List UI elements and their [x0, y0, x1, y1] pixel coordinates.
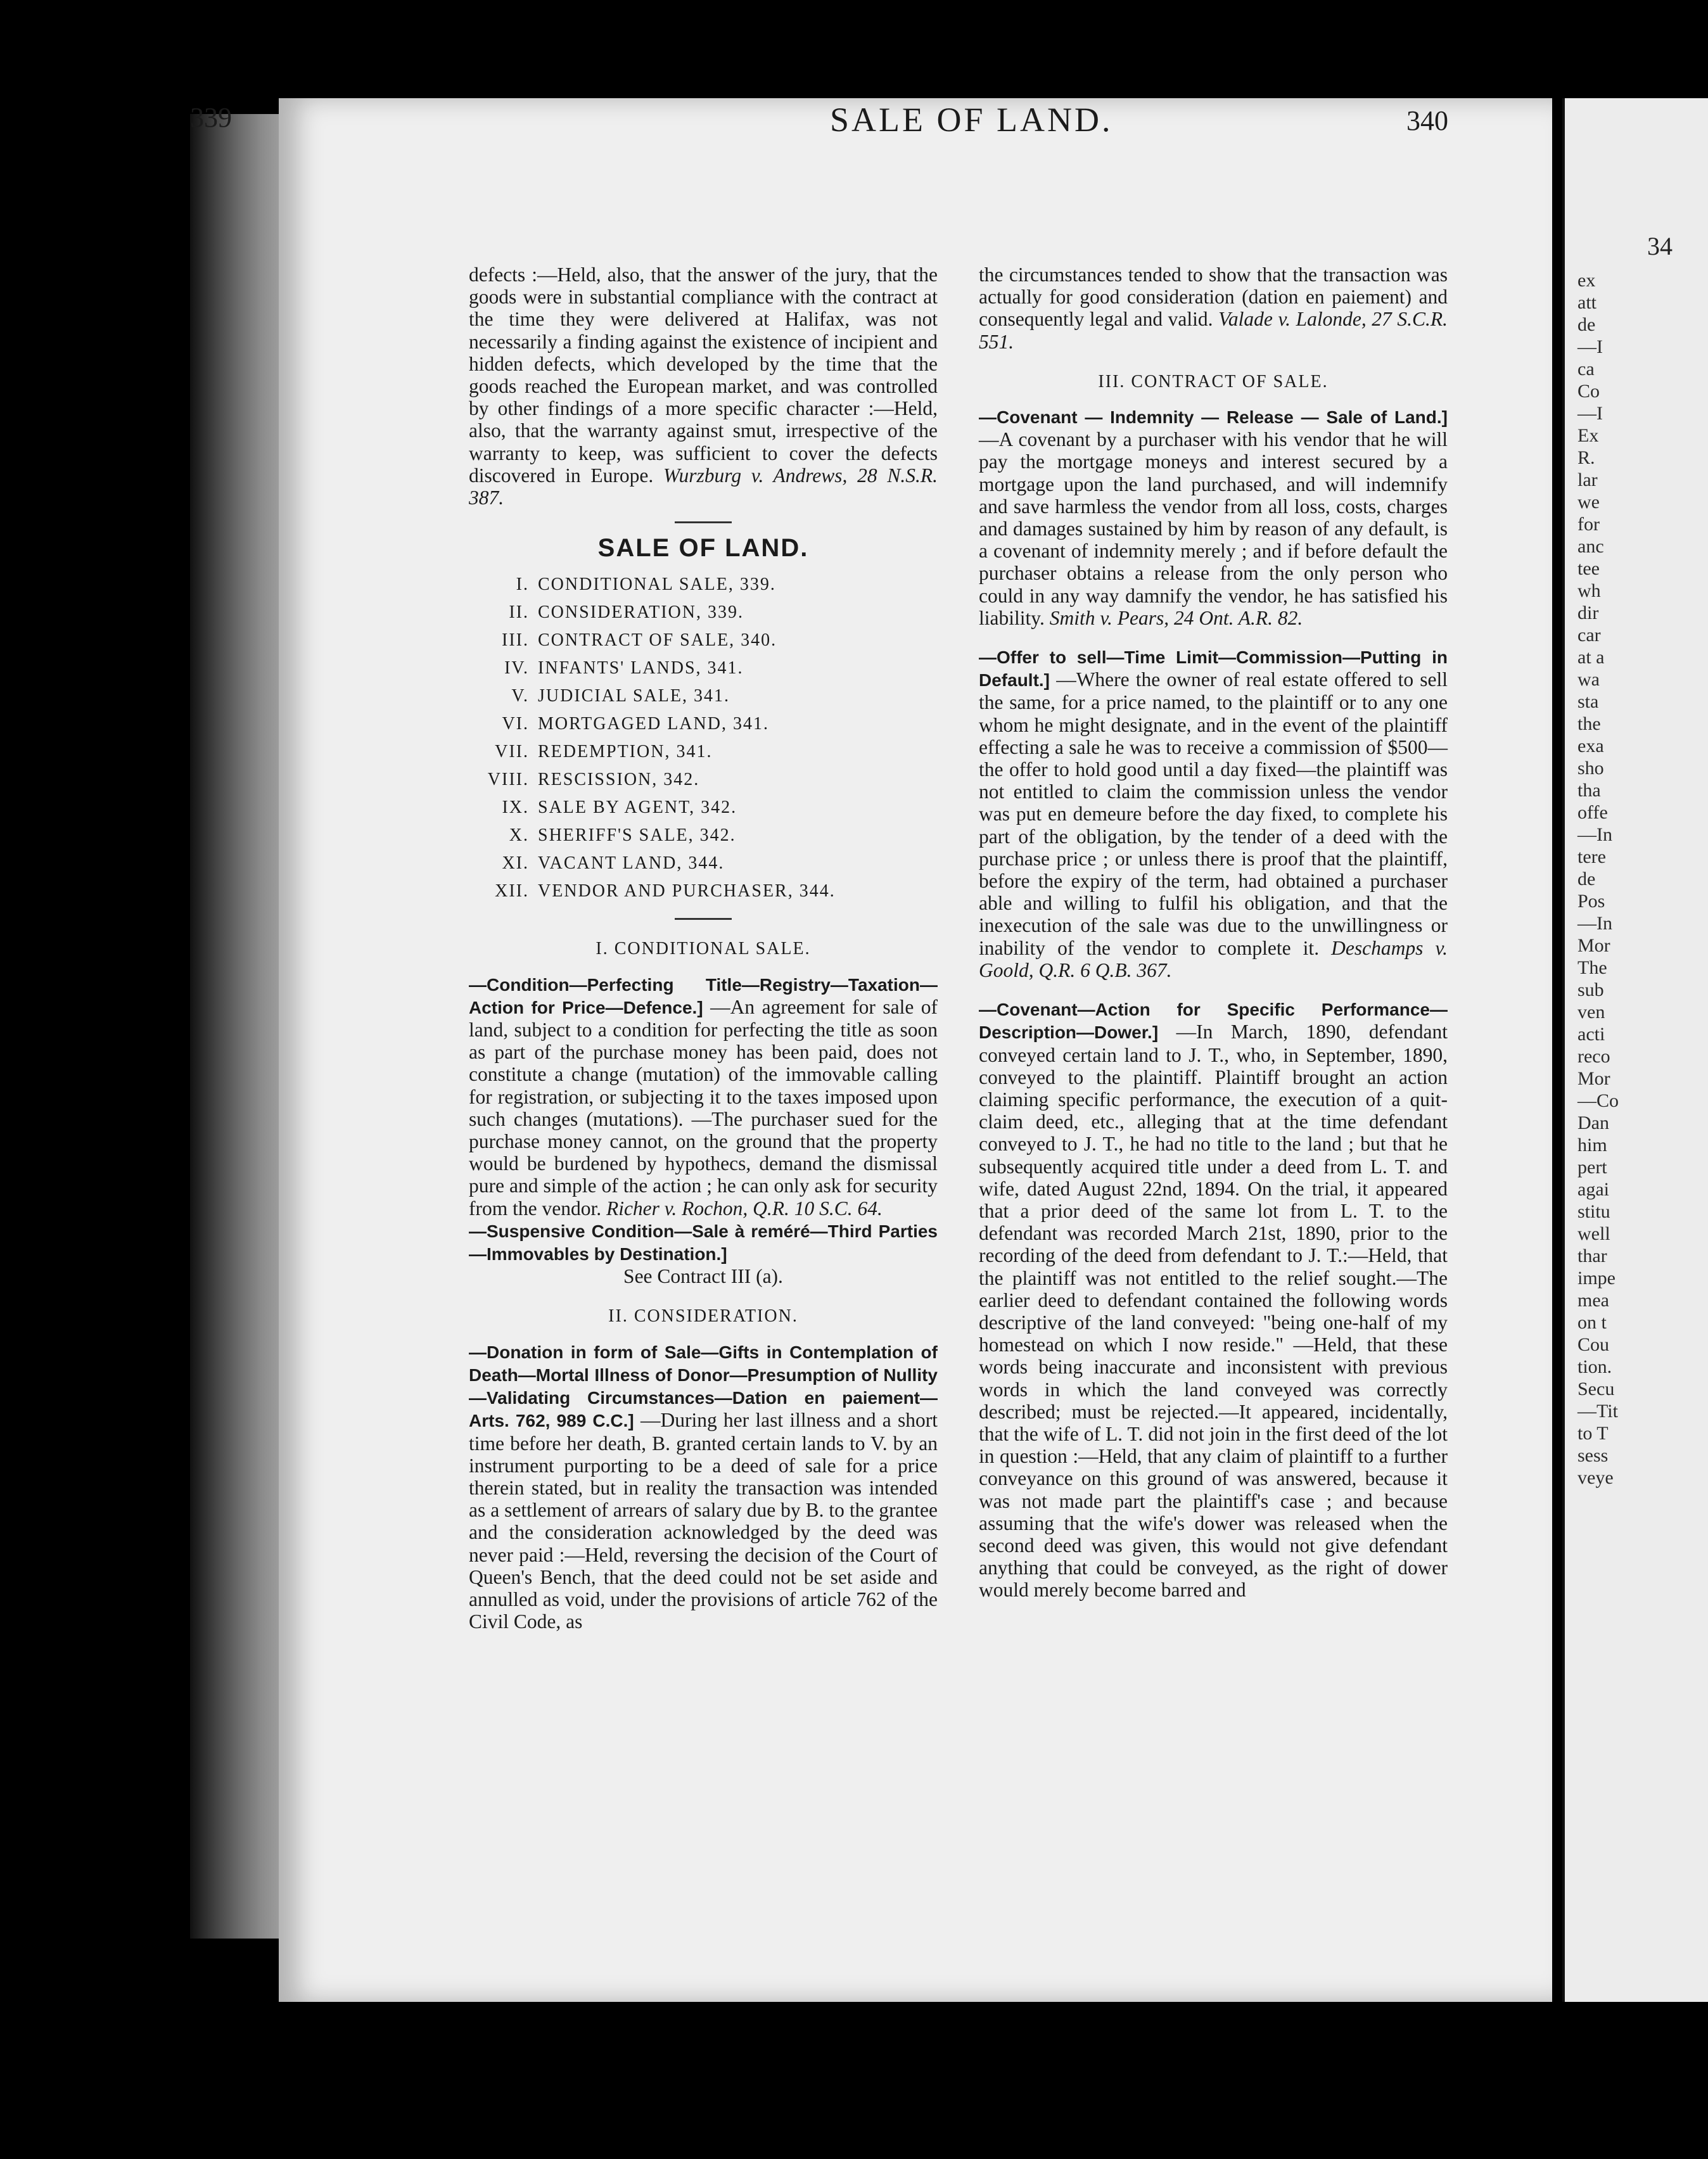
- next-page-line: ven: [1577, 1002, 1605, 1022]
- next-page-line: R.: [1577, 447, 1595, 468]
- toc-item: [469, 822, 938, 850]
- next-page-line: sho: [1577, 758, 1604, 779]
- toc-number: VIII.: [487, 770, 529, 790]
- next-page-line: sess: [1577, 1445, 1609, 1466]
- subsection-heading: II. CONSIDERATION.: [608, 1306, 798, 1327]
- next-page-line: impe: [1577, 1268, 1616, 1289]
- toc-label: MORTGAGED LAND, 341.: [538, 714, 769, 734]
- toc-label: RESCISSION, 342.: [538, 770, 700, 790]
- next-page-line: thar: [1577, 1245, 1607, 1266]
- entry-paragraph: [469, 1341, 938, 1633]
- entry-text: —An agreement for sale of land, subject to a condition for perfecting the title as soon as part of the purchase money has been paid, does not constitute a change (mutation) of the immovable calling for registration, or subjecting it to the taxes imposed upon such changes (mutations). —The purchaser sued for the purchase money cannot, on the ground that the property would be burdened by hypothecs, demand the dismissal pure and simple of the action ; he can only ask for security from the vendor.: [469, 995, 938, 1220]
- table-of-contents: [469, 571, 938, 905]
- toc-number: IV.: [504, 658, 529, 678]
- next-page-line: ca: [1577, 359, 1595, 379]
- entry-headnote: —Condition—Perfecting Title—Registry—Taxation—Action for Price—Defence.]: [469, 974, 938, 1017]
- toc-number: V.: [511, 686, 529, 706]
- next-page-line: stitu: [1577, 1201, 1610, 1222]
- entry-headnote: —Offer to sell—Time Limit—Commission—Putting in Default.]: [979, 647, 1448, 691]
- next-page-line: —Tit: [1577, 1401, 1618, 1422]
- next-page-line: —I: [1577, 403, 1603, 424]
- next-page-line: de: [1577, 869, 1596, 889]
- toc-item: [469, 599, 938, 627]
- entry-text: —A covenant by a purchaser with his vendor that he will pay the mortgage moneys and interest secured by a mortgage upon the land purchased, and will indemnify and save harmless the vendor from all loss, costs, charges and damages sustained by him by reason of any default, is a covenant of indemnity merely ; and if before default the purchaser obtains a release from the only person who could in any way damnify the vendor, he has satisfied his liability.: [979, 428, 1448, 629]
- toc-item: [469, 794, 938, 822]
- entry-paragraph: [979, 646, 1448, 981]
- next-page-line: anc: [1577, 536, 1604, 557]
- next-page-line: tion.: [1577, 1356, 1612, 1377]
- continuation-text: the circumstances tended to show that the transaction was actually for good consideration (dation en paiement) and consequently legal and valid.: [979, 264, 1448, 331]
- next-page-line: Dan: [1577, 1112, 1609, 1133]
- next-page-line: at a: [1577, 647, 1605, 668]
- next-page-line: —In: [1577, 824, 1612, 845]
- toc-number: VII.: [495, 742, 529, 762]
- next-page-line: acti: [1577, 1024, 1605, 1045]
- divider-rule: [675, 918, 732, 920]
- toc-label: VENDOR AND PURCHASER, 344.: [538, 881, 836, 901]
- next-page-line: on t: [1577, 1312, 1607, 1333]
- entry-headnote: —Covenant—Action for Specific Performance—Description—Dower.]: [979, 1000, 1448, 1043]
- toc-item: [469, 682, 938, 710]
- next-page-line: Co: [1577, 381, 1600, 402]
- left-column: [469, 264, 938, 1633]
- continuation-citation: Valade v. Lalonde, 27 S.C.R. 551.: [979, 308, 1448, 353]
- next-page-line: him: [1577, 1135, 1607, 1156]
- toc-item: [469, 877, 938, 905]
- next-page-line: tere: [1577, 846, 1606, 867]
- next-page-line: for: [1577, 514, 1600, 535]
- entry-paragraph: [979, 998, 1448, 1601]
- entry-text: —Where the owner of real estate offered to sell the same, for a price named, to the plaintiff or to any one whom he might designate, and in the event of the plaintiff effecting a sale he was to receive a commission of $500—the offer to hold good until a day fixed—the plaintiff was not entitled to claim the commission unless the vendor was put en demeure before the day fixed, to complete his part of the obligation, by the tender of a deed with the purchase price ; or unless there is proof that the plaintiff, before the expiry of the term, had obtained a purchaser able and willing to fulfil his obligation, and that the inexecution of the sale was due to the unwillingness or inability of the vendor to complete it.: [979, 668, 1448, 959]
- subsection-heading: III. CONTRACT OF SALE.: [1098, 371, 1329, 392]
- next-page-line: —I: [1577, 336, 1603, 357]
- toc-number: IX.: [502, 798, 529, 818]
- toc-number: II.: [509, 602, 529, 623]
- next-page-line: Mor: [1577, 935, 1610, 956]
- next-page-line: reco: [1577, 1046, 1610, 1067]
- next-page-line: —In: [1577, 913, 1612, 934]
- next-page-line: offe: [1577, 802, 1608, 823]
- next-page-line: tee: [1577, 558, 1600, 579]
- toc-item: [469, 710, 938, 738]
- toc-item: [469, 627, 938, 654]
- next-page-line: to T: [1577, 1423, 1609, 1444]
- continuation-paragraph: [979, 264, 1448, 353]
- running-title: SALE OF LAND.: [830, 101, 1113, 139]
- next-page-line: well: [1577, 1223, 1610, 1244]
- entry-headnote: —Covenant — Indemnity — Release — Sale of Land.]: [979, 407, 1448, 428]
- next-page-line: we: [1577, 492, 1600, 513]
- toc-item: [469, 654, 938, 682]
- next-page-line: ex: [1577, 270, 1596, 291]
- next-page-line: sta: [1577, 691, 1599, 712]
- next-page-line: Secu: [1577, 1379, 1615, 1399]
- toc-label: SHERIFF'S SALE, 342.: [538, 825, 736, 846]
- intro-text: defects :—Held, also, that the answer of the jury, that the goods were in substantial compliance with the contract at the time they were delivered at Halifax, was not necessarily a finding against the existence of incipient and hidden defects, which developed by the time that the goods reached the European market, and was controlled by other findings of a more specific character :—Held, also, that the warranty against smut, irrespective of the warranty to keep, was sufficient to cover the defects discovered in Europe.: [469, 264, 938, 487]
- next-page-line: sub: [1577, 979, 1604, 1000]
- next-page-line: pert: [1577, 1157, 1607, 1178]
- entry-citation: Deschamps v. Goold, Q.R. 6 Q.B. 367.: [979, 936, 1448, 981]
- next-page-line: Pos: [1577, 891, 1605, 912]
- next-page-line: lar: [1577, 469, 1598, 490]
- entry-paragraph: [469, 1220, 938, 1265]
- next-page-line: Mor: [1577, 1068, 1610, 1089]
- toc-number: I.: [516, 575, 529, 595]
- page-number-right: 340: [1406, 105, 1448, 136]
- next-page-line: att: [1577, 292, 1596, 313]
- entry-headnote: —Donation in form of Sale—Gifts in Contemplation of Death—Mortal Illness of Donor—Presumption of Nullity—Validating Circumstances—Dation en paiement—Arts. 762, 989 C.C.]: [469, 1342, 938, 1431]
- intro-paragraph: [469, 264, 938, 509]
- next-page-line: mea: [1577, 1290, 1609, 1311]
- page-number-left: 339: [190, 102, 232, 133]
- section-title: SALE OF LAND.: [597, 534, 809, 563]
- next-page-line: exa: [1577, 736, 1604, 756]
- entry-citation: Smith v. Pears, 24 Ont. A.R. 82.: [1049, 606, 1303, 629]
- toc-item: [469, 850, 938, 877]
- next-page-line: dir: [1577, 602, 1599, 623]
- next-page-line: wa: [1577, 669, 1600, 690]
- toc-label: CONSIDERATION, 339.: [538, 602, 744, 623]
- toc-item: [469, 766, 938, 794]
- toc-label: JUDICIAL SALE, 341.: [538, 686, 730, 706]
- next-page-fragments: [1577, 269, 1704, 1489]
- toc-number: III.: [502, 630, 529, 651]
- toc-number: X.: [509, 825, 529, 846]
- next-page-line: the: [1577, 713, 1601, 734]
- toc-number: VI.: [502, 714, 529, 734]
- intro-citation: Wurzburg v. Andrews, 28 N.S.R. 387.: [469, 464, 938, 509]
- subsection-heading: I. CONDITIONAL SALE.: [596, 939, 811, 959]
- divider-rule: [675, 521, 732, 523]
- next-page-edge: [1565, 98, 1708, 2002]
- entry-text: —In March, 1890, defendant conveyed certain land to J. T., who, in September, 1890, conveyed to the plaintiff. Plaintiff brought an action claiming specific performance, the execution of a quit-claim deed, etc., alleging that at the time defendant conveyed to J. T., he had no title to the land ; but that he subsequently acquired title under a deed from L. T. and wife, dated August 22nd, 1894. On the trial, it appeared that a prior deed of the same lot from L. T. to the defendant was recorded March 21st, 1890, prior to the recording of the deed from defendant to J. T.:—Held, that the plaintiff was not entitled to the relief sought.—The earlier deed to defendant contained the following words descriptive of the land conveyed: "being one-half of my homestead on which I now reside." —Held, that these words being inaccurate and inconsistent with previous words in which the land conveyed was correctly described; must be rejected.—It appeared, incidentally, that the wife of L. T. did not join in the first deed of the lot in question :—Held, that any claim of plaintiff to a further conveyance on this ground of was answered, because it was not made part the plaintiff's case ; and because assuming that the wife's dower was released when the second deed was given, this would not give defendant anything that could be conveyed, as the right of dower would merely become barred and: [979, 1021, 1448, 1602]
- entry-citation: Richer v. Rochon, Q.R. 10 S.C. 64.: [606, 1197, 883, 1220]
- next-page-line: car: [1577, 625, 1601, 646]
- next-page-line: Cou: [1577, 1334, 1610, 1355]
- toc-number: XI.: [502, 853, 529, 874]
- next-page-line: tha: [1577, 780, 1601, 801]
- next-page-line: —Co: [1577, 1090, 1619, 1111]
- next-page-line: de: [1577, 314, 1596, 335]
- entry-paragraph: [979, 405, 1448, 629]
- toc-label: SALE BY AGENT, 342.: [538, 798, 737, 818]
- cross-reference: See Contract III (a).: [623, 1265, 783, 1288]
- next-page-line: The: [1577, 957, 1607, 978]
- entry-headnote: —Suspensive Condition—Sale à reméré—Third Parties—Immovables by Destination.]: [469, 1221, 938, 1264]
- next-page-line: agai: [1577, 1179, 1609, 1200]
- toc-label: CONTRACT OF SALE, 340.: [538, 630, 777, 651]
- entry-text: —During her last illness and a short time before her death, B. granted certain lands to V. by an instrument purporting to be a deed of sale for a price therein stated, but in reality the transaction was intended as a settlement of arrears of salary due by B. to the grantee and the consideration acknowledged by the deed was never paid :—Held, reversing the decision of the Court of Queen's Bench, that the deed could not be set aside and annulled as void, under the provisions of article 762 of the Civil Code, as: [469, 1409, 938, 1633]
- toc-item: [469, 738, 938, 766]
- next-page-line: Ex: [1577, 425, 1599, 446]
- next-page-number: 34: [1647, 232, 1673, 260]
- toc-item: [469, 571, 938, 599]
- next-page-line: wh: [1577, 580, 1601, 601]
- entry-paragraph: [469, 973, 938, 1220]
- toc-label: REDEMPTION, 341.: [538, 742, 713, 762]
- toc-label: CONDITIONAL SALE, 339.: [538, 575, 776, 595]
- book-spine: [190, 114, 279, 1939]
- toc-label: INFANTS' LANDS, 341.: [538, 658, 744, 678]
- right-column: [979, 264, 1448, 1602]
- next-page-line: veye: [1577, 1467, 1614, 1488]
- toc-number: XII.: [495, 881, 529, 901]
- toc-label: VACANT LAND, 344.: [538, 853, 725, 874]
